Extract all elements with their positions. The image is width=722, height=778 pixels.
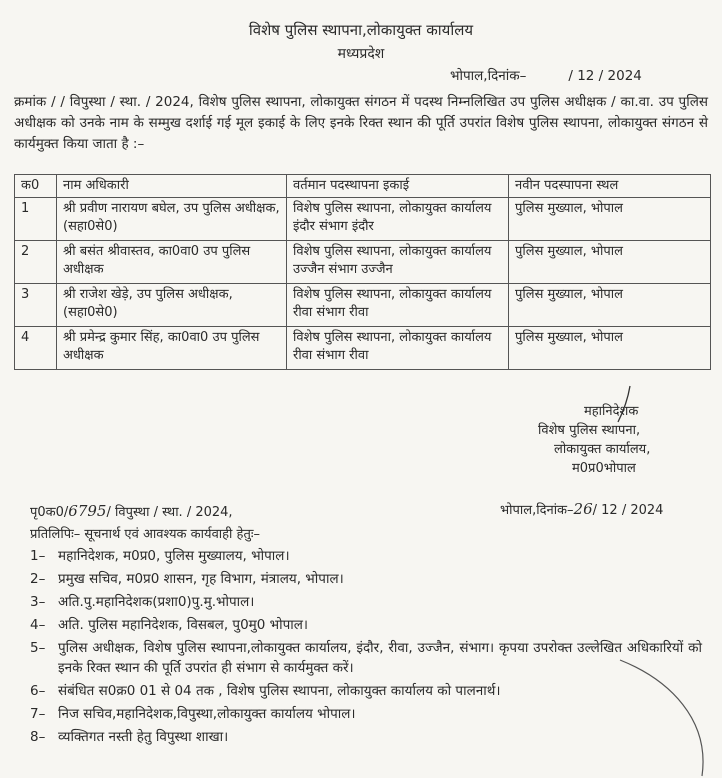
cell-new: पुलिस मुख्याल, भोपाल bbox=[509, 198, 711, 241]
cell-name: श्री प्रमेन्द्र कुमार सिंह, का0वा0 उप पुलिस अधीक्षक bbox=[57, 327, 287, 370]
endorsement-suffix: / विपुस्था / स्था. / 2024, bbox=[106, 505, 233, 520]
cell-current: विशेष पुलिस स्थापना, लोकायुक्त कार्यालय रीवा संभाग रीवा bbox=[287, 327, 509, 370]
list-item-text: अति. पुलिस महानिदेशक, विसबल, पु0मु0 भोपाल। bbox=[58, 617, 309, 633]
col-header-current: वर्तमान पदस्थापना इकाई bbox=[287, 175, 509, 198]
margin-pen-mark bbox=[590, 600, 722, 778]
order-date-prefix: भोपाल,दिनांक– bbox=[450, 68, 527, 84]
list-item-text: निज सचिव,महानिदेशक,विपुस्था,लोकायुक्त कार्यालय भोपाल। bbox=[58, 706, 356, 722]
list-item-number: 4– bbox=[30, 617, 46, 633]
table-row bbox=[15, 198, 711, 241]
col-header-new: नवीन पदस्पापना स्थल bbox=[509, 175, 711, 198]
col-header-sn: क0 bbox=[15, 175, 57, 198]
list-item bbox=[30, 546, 702, 566]
endorsement-date-suffix: / 12 / 2024 bbox=[592, 503, 664, 518]
signatory-title: महानिदेशक bbox=[584, 404, 639, 419]
list-item-number: 1– bbox=[30, 548, 46, 564]
list-item bbox=[30, 569, 702, 589]
list-item-text: पुलिस अधीक्षक, विशेष पुलिस स्थापना,लोकायुक्त कार्यालय, इंदौर, रीवा, उज्जैन, संभाग। कृपया उपरोक्त उल्लेखित अधिकारियों को इनके रिक्त स्थान की पूर्ति उपरांत ही संभाग से कार्यमुक्त करें। bbox=[58, 640, 702, 676]
order-paragraph: क्रमांक / / विपुस्था / स्था. / 2024, विशेष पुलिस स्थापना, लोकायुक्त संगठन में पदस्थ निम्नलिखित उप पुलिस अधीक्षक / का.वा. उप पुलिस अधीक्षक को उनके नाम के सम्मुख दर्शाई गई मूल इकाई के लिए इनके रिक्त स्थान की पूर्ति उपरांत विशेष पुलिस स्थापना, लोकायुक्त संगठन से कार्यमुक्त किया जाता है :– bbox=[14, 94, 708, 152]
table-row bbox=[15, 241, 711, 284]
list-item-number: 6– bbox=[30, 683, 46, 699]
office-title: विशेष पुलिस स्थापना,लोकायुक्त कार्यालय bbox=[248, 21, 474, 39]
cell-current: विशेष पुलिस स्थापना, लोकायुक्त कार्यालय उज्जैन संभाग उज्जैन bbox=[287, 241, 509, 284]
signatory-dept: विशेष पुलिस स्थापना, bbox=[538, 423, 641, 438]
officer-table bbox=[14, 174, 711, 370]
cell-name: श्री राजेश खेड़े, उप पुलिस अधीक्षक, (सहा0से0) bbox=[57, 284, 287, 327]
endorsement-handwritten-number: 6795 bbox=[68, 502, 107, 520]
signature-block bbox=[538, 402, 708, 478]
cell-current: विशेष पुलिस स्थापना, लोकायुक्त कार्यालय रीवा संभाग रीवा bbox=[287, 284, 509, 327]
cell-name: श्री प्रवीण नारायण बघेल, उप पुलिस अधीक्षक, (सहा0से0) bbox=[57, 198, 287, 241]
list-item-text: व्यक्तिगत नस्ती हेतु विपुस्था शाखा। bbox=[58, 729, 229, 745]
endorsement-number bbox=[30, 502, 233, 520]
table-row bbox=[15, 284, 711, 327]
cell-new: पुलिस मुख्याल, भोपाल bbox=[509, 327, 711, 370]
list-item-text: प्रमुख सचिव, म0प्र0 शासन, गृह विभाग, मंत्रालय, भोपाल। bbox=[58, 571, 344, 587]
order-dateline bbox=[450, 66, 642, 84]
cell-sn: 2 bbox=[15, 241, 57, 284]
cell-new: पुलिस मुख्याल, भोपाल bbox=[509, 284, 711, 327]
list-item-number: 8– bbox=[30, 729, 46, 745]
table-header-row bbox=[15, 175, 711, 198]
table-row bbox=[15, 327, 711, 370]
endorsement-date bbox=[500, 500, 663, 518]
copy-heading: प्रतिलिपिः– सूचनार्थ एवं आवश्यक कार्यवाही हेतुः– bbox=[30, 527, 261, 542]
endorsement-handwritten-day: 26 bbox=[573, 500, 593, 518]
cell-current: विशेष पुलिस स्थापना, लोकायुक्त कार्यालय इंदौर संभाग इंदौर bbox=[287, 198, 509, 241]
signatory-office: लोकायुक्त कार्यालय, bbox=[554, 442, 651, 457]
list-item-number: 7– bbox=[30, 706, 46, 722]
cell-new: पुलिस मुख्याल, भोपाल bbox=[509, 241, 711, 284]
signatory-location: म0प्र0भोपाल bbox=[572, 461, 636, 476]
list-item-text: महानिदेशक, म0प्र0, पुलिस मुख्यालय, भोपाल। bbox=[58, 548, 290, 564]
list-item-number: 2– bbox=[30, 571, 46, 587]
list-item-number: 5– bbox=[30, 640, 46, 656]
list-item-text: अति.पु.महानिदेशक(प्रशा0)पु.मु.भोपाल। bbox=[58, 594, 255, 610]
endorsement-date-prefix: भोपाल,दिनांक– bbox=[500, 503, 574, 518]
state-subtitle: मध्यप्रदेश bbox=[337, 46, 385, 62]
cell-sn: 3 bbox=[15, 284, 57, 327]
cell-sn: 4 bbox=[15, 327, 57, 370]
order-date-suffix: / 12 / 2024 bbox=[568, 68, 642, 84]
list-item-text: संबंधित स0क्र0 01 से 04 तक , विशेष पुलिस स्थापना, लोकायुक्त कार्यालय को पालनार्थ। bbox=[58, 683, 501, 699]
cell-name: श्री बसंत श्रीवास्तव, का0वा0 उप पुलिस अधीक्षक bbox=[57, 241, 287, 284]
endorsement-prefix: पृ0क0/ bbox=[30, 505, 69, 520]
list-item-number: 3– bbox=[30, 594, 46, 610]
col-header-name: नाम अधिकारी bbox=[57, 175, 287, 198]
cell-sn: 1 bbox=[15, 198, 57, 241]
